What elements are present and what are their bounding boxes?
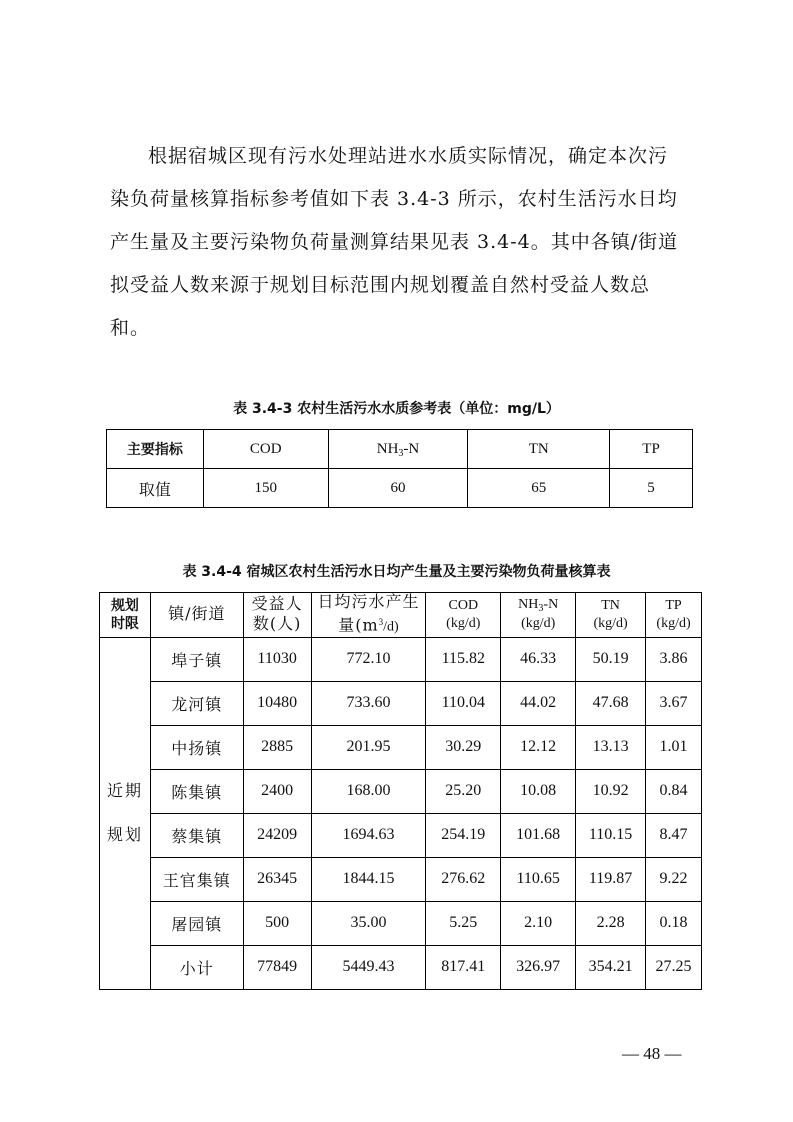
table-cell: 10.08 [501,769,576,813]
table-cell: 168.00 [311,769,426,813]
header-text: /d) [383,619,399,635]
table-row [107,469,693,508]
table-row [100,857,702,901]
table-cell: 0.84 [646,769,702,813]
table-cell: 5.25 [426,901,501,945]
period-label: 近期 [106,781,143,801]
header-text: 量(m [338,615,379,635]
table-row [100,813,702,857]
table-cell: 201.95 [311,725,426,769]
town-cell: 龙河镇 [150,681,243,725]
table-cell: 276.62 [426,857,501,901]
table-cell: 817.41 [426,945,501,989]
header-text: 镇/街道 [168,603,226,623]
paragraph-line: 和。 [110,317,151,339]
table-cell: 0.18 [646,901,702,945]
table-header-row [107,430,693,469]
table-cell: 772.10 [311,637,426,681]
table-row [100,637,702,681]
subscript: 3 [398,447,404,459]
table-cell: 110.65 [501,857,576,901]
table-cell: 5 [610,469,693,508]
table-cell: 254.19 [426,813,501,857]
table-cell: 354.21 [576,945,646,989]
town-cell: 小计 [150,945,243,989]
table-cell: 1.01 [646,725,702,769]
table-cell: 取值 [107,469,204,508]
header-cell [501,593,576,638]
header-cell-text: NH [376,440,399,457]
table-cell: 26345 [243,857,311,901]
table-cell: 46.33 [501,637,576,681]
table-cell: 11030 [243,637,311,681]
table-cell: 5449.43 [311,945,426,989]
town-cell: 王官集镇 [150,857,243,901]
header-cell [150,593,243,638]
table-cell: 27.25 [646,945,702,989]
header-cell: TN [468,430,610,469]
table-cell: 101.68 [501,813,576,857]
page-number: — 48 — [622,1044,682,1063]
body-paragraph [110,135,710,350]
table-row [100,725,702,769]
header-text: -N [543,597,559,613]
table-cell: 2400 [243,769,311,813]
table-cell: 119.87 [576,857,646,901]
table-cell: 30.29 [426,725,501,769]
table-cell: 2885 [243,725,311,769]
table-row [100,901,702,945]
header-cell [311,593,426,638]
header-cell: TP [610,430,693,469]
paragraph-line: 染负荷量核算指标参考值如下表 3.4-3 所示，农村生活污水日均 [110,188,678,210]
table-cell: 150 [203,469,328,508]
table-cell: 35.00 [311,901,426,945]
pollution-load-table [99,592,702,990]
town-cell: 中扬镇 [150,725,243,769]
table-header-row [100,593,702,638]
header-text: (kg/d) [521,616,556,632]
table-cell: 110.04 [426,681,501,725]
town-cell: 陈集镇 [150,769,243,813]
table-cell: 25.20 [426,769,501,813]
period-cell [100,637,151,989]
table-cell: 500 [243,901,311,945]
header-text: (kg/d) [593,615,628,631]
table-cell: 10.92 [576,769,646,813]
period-label: 规划 [106,825,143,845]
table-cell: 2.28 [576,901,646,945]
header-cell-text: -N [403,440,420,457]
table-cell: 110.15 [576,813,646,857]
header-cell [243,593,311,638]
table-cell: 733.60 [311,681,426,725]
table-cell: 8.47 [646,813,702,857]
header-text: (kg/d) [656,615,691,631]
table-cell: 50.19 [576,637,646,681]
table-cell: 13.13 [576,725,646,769]
table-cell: 3.86 [646,637,702,681]
header-text: 数(人) [252,613,302,633]
town-cell: 屠园镇 [150,901,243,945]
table-cell: 47.68 [576,681,646,725]
header-text: 受益人 [251,593,303,613]
header-text: 日均污水产生 [317,592,420,611]
table-cell: 2.10 [501,901,576,945]
table-cell: 44.02 [501,681,576,725]
header-text: 时限 [110,615,139,632]
header-cell: COD [203,430,328,469]
table1-caption: 表 3.4-3 农村生活污水水质参考表（单位：mg/L） [233,401,560,417]
table-row [100,769,702,813]
table-cell: 77849 [243,945,311,989]
table-row [100,681,702,725]
superscript: 3 [378,617,384,627]
header-cell: 主要指标 [107,430,204,469]
paragraph-line: 根据宿城区现有污水处理站进水水质实际情况，确定本次污 [148,145,669,167]
header-cell [426,593,501,638]
header-cell [646,593,702,638]
water-quality-table [106,429,693,508]
table-cell: 24209 [243,813,311,857]
table-cell: 1844.15 [311,857,426,901]
table-cell: 326.97 [501,945,576,989]
town-cell: 蔡集镇 [150,813,243,857]
header-cell [100,593,151,638]
header-text: TN [601,597,620,613]
table-cell: 3.67 [646,681,702,725]
paragraph-line: 拟受益人数来源于规划目标范围内规划覆盖自然村受益人数总 [110,274,651,296]
header-text: COD [448,597,479,613]
table-cell: 12.12 [501,725,576,769]
header-cell [328,430,468,469]
table-cell: 10480 [243,681,311,725]
table-cell: 65 [468,469,610,508]
table-row-subtotal [100,945,702,989]
header-text: (kg/d) [446,615,481,631]
subscript: 3 [538,603,544,615]
header-cell [576,593,646,638]
table-cell: 9.22 [646,857,702,901]
header-text: NH [518,597,539,613]
table-cell: 115.82 [426,637,501,681]
header-text: 规划 [110,597,139,614]
table-cell: 60 [328,469,468,508]
paragraph-line: 产生量及主要污染物负荷量测算结果见表 3.4-4。其中各镇/街道 [110,231,679,253]
table-cell: 1694.63 [311,813,426,857]
table2-caption: 表 3.4-4 宿城区农村生活污水日均产生量及主要污染物负荷量核算表 [182,564,611,580]
town-cell: 埠子镇 [150,637,243,681]
header-text: TP [665,597,682,613]
